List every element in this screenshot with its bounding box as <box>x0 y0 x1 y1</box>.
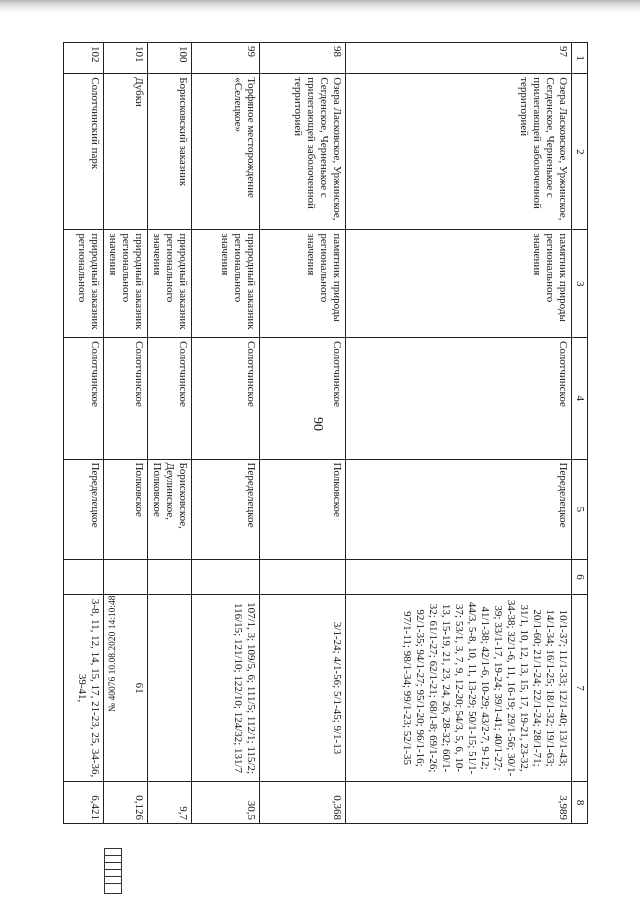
column-header: 2 <box>572 74 588 230</box>
area-name: Борисковский заказник <box>148 74 192 230</box>
table-row <box>260 43 346 824</box>
area-value: 3,989 <box>346 782 572 824</box>
column-header: 5 <box>572 459 588 560</box>
plot-numbers: 61 <box>104 594 148 781</box>
plot-numbers: 3-8, 11, 12, 14, 15, 17, 21-23, 25, 34-36, 39-41, <box>64 594 104 781</box>
table-row <box>192 43 260 824</box>
area-value: 9,7 <box>148 782 192 824</box>
column-header: 7 <box>572 594 588 781</box>
row-number: 97 <box>346 43 572 74</box>
header-row <box>572 43 588 824</box>
area-name: Торфяное месторождение «Селецкое» <box>192 74 260 230</box>
column-six-cell <box>260 560 346 595</box>
forestry-settlement: Борисковское, Деулинское, Полковское <box>148 459 192 560</box>
column-header: 3 <box>572 230 588 338</box>
area-name: Дубки <box>104 74 148 230</box>
rotated-table-wrapper <box>76 42 588 824</box>
column-header: 6 <box>572 560 588 595</box>
forestry-district: Солотчинское <box>260 338 346 459</box>
table-row <box>148 43 192 824</box>
forestry-settlement: Переделецкое <box>192 459 260 560</box>
row-number: 101 <box>104 43 148 74</box>
barcode-stamp-icon <box>104 848 122 894</box>
forestry-settlement: Переделецкое <box>64 459 104 560</box>
area-category: памятник природы регионального значения <box>346 230 572 338</box>
column-six-cell <box>192 560 260 595</box>
plot-numbers: 107/1, 3; 109/5, 6; 111/5; 112/1; 115/2; 116/15; 121/10; 122/10; 124/32; 131/7 <box>192 594 260 781</box>
protected-areas-table <box>63 42 588 824</box>
plot-numbers: 10/1-37; 11/1-33; 12/1-40; 13/1-43; 14/1-34; 16/1-25; 18/1-32; 19/1-63; 20/1-60; 21/1-24; 22/1-24; 28/1-71; 31/1, 10, 12, 13, 15, 17, 19-21, 23-32, 34-38; 32/1-6, 11, 16-19; 29/1-56; 30/1-39; 33/1-17, 19-24; 39/1-41; 40/1-27; 41/1-38; 42/1-6, 10-29; 43/2-7, 9-12; 44/3, 5-8, 10, 11, 13-29; 50/1-15; 51/1-37; 53/1, 3, 7, 9, 12-20; 54/3, 5, 6, 10-13, 15-19, 21, 23, 24, 26, 28-32; 60/1-32; 61/1-27; 62/1-21; 68/1-8; 69/1-26; 92/1-35; 94/1-27; 95/1-20; 96/1-16; 97/1-11; 98/1-34; 99/1-23; 52/1-35 <box>346 594 572 781</box>
column-header: 8 <box>572 782 588 824</box>
forestry-district: Солотчинское <box>104 338 148 459</box>
column-six-cell <box>148 560 192 595</box>
area-value: 0,126 <box>104 782 148 824</box>
area-value: 6,421 <box>64 782 104 824</box>
forestry-district: Солотчинское <box>148 338 192 459</box>
area-name: Озера Ласковское, Уржинское, Сегденское, Черненькое с прилегающей заболоченной территорией <box>260 74 346 230</box>
row-number: 102 <box>64 43 104 74</box>
column-header: 4 <box>572 338 588 459</box>
area-value: 30,5 <box>192 782 260 824</box>
table-row <box>64 43 104 824</box>
document-footer: № 40076 10.08.2020 14:10:48 <box>108 595 118 712</box>
row-number: 98 <box>260 43 346 74</box>
forestry-settlement: Полковское <box>104 459 148 560</box>
row-number: 99 <box>192 43 260 74</box>
area-category: природный заказник регионального <box>64 230 104 338</box>
area-value: 0,368 <box>260 782 346 824</box>
forestry-district: Солотчинское <box>64 338 104 459</box>
forestry-settlement: Переделецкое <box>346 459 572 560</box>
plot-numbers <box>148 594 192 781</box>
column-six-cell <box>64 560 104 595</box>
forestry-settlement: Полковское <box>260 459 346 560</box>
column-header: 1 <box>572 43 588 74</box>
page-number: 90 <box>310 417 325 431</box>
plot-numbers: 3/1-24; 4/1-56; 5/1-45; 9/1-13 <box>260 594 346 781</box>
area-category: природный заказник регионального значения <box>148 230 192 338</box>
table-row <box>346 43 572 824</box>
table-sheet <box>76 42 588 824</box>
area-category: природный заказник регионального значения <box>104 230 148 338</box>
area-name: Озера Ласковское, Уржинское, Сегденское, Черненькое с прилегающей заболоченной территорией <box>346 74 572 230</box>
forestry-district: Солотчинское <box>192 338 260 459</box>
area-category: памятник природы регионального значения <box>260 230 346 338</box>
row-number: 100 <box>148 43 192 74</box>
forestry-district: Солотчинское <box>346 338 572 459</box>
area-name: Солотчинский парк <box>64 74 104 230</box>
column-six-cell <box>346 560 572 595</box>
area-category: природный заказник регионального значения <box>192 230 260 338</box>
scan-shadow <box>0 0 640 14</box>
